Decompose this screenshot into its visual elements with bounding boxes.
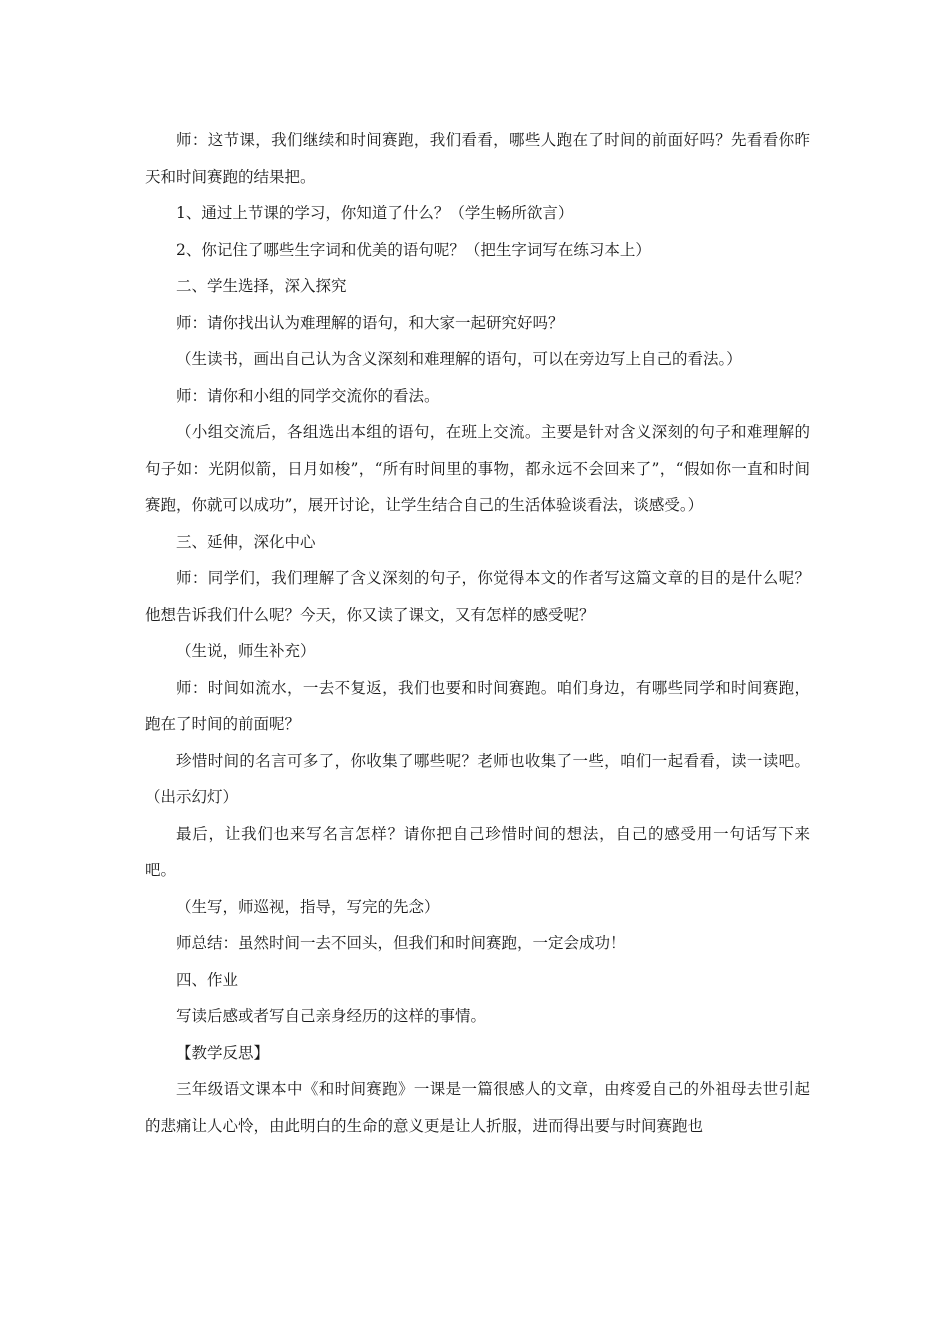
paragraph-question-1: 1、通过上节课的学习，你知道了什么？（学生畅所欲言）: [176, 204, 574, 222]
section-heading-extend: 三、延伸，深化中心: [176, 532, 316, 551]
document-body: [145, 122, 810, 1144]
paragraph-teacher-summary: 师总结：虽然时间一去不回头，但我们和时间赛跑，一定会成功！: [176, 934, 626, 952]
paragraph-student-reading: （生读书，画出自己认为含义深刻和难理解的语句，可以在旁边写上自己的看法。）: [176, 350, 742, 368]
paragraph-write-quotes: 最后，让我们也来写名言怎样？请你把自己珍惜时间的想法，自己的感受用一句话写下来吧。: [145, 824, 810, 879]
paragraph-reflection-text: 三年级语文课本中《和时间赛跑》一课是一篇很感人的文章，由疼爱自己的外祖母去世引起的悲痛让人心怜，由此明白的生命的意义更是让人折服，进而得出要与时间赛跑也: [145, 1080, 810, 1135]
paragraph-group-discussion: （小组交流后，各组选出本组的语句，在班上交流。主要是针对含义深刻的句子和难理解的句子如：光阴似箭，日月如梭”，“所有时间里的事物，都永远不会回来了”，“假如你一直和时间赛跑，你就可以成功”，展开讨论，让学生结合自己的生活体验谈看法，谈感受。）: [145, 423, 810, 514]
section-heading-reflection: 【教学反思】: [176, 1043, 270, 1062]
paragraph-author-purpose: 师：同学们，我们理解了含义深刻的句子，你觉得本文的作者写这篇文章的目的是什么呢？他想告诉我们什么呢？今天，你又读了课文，又有怎样的感受呢？: [145, 569, 810, 624]
paragraph-teacher-intro: 师：这节课，我们继续和时间赛跑，我们看看，哪些人跑在了时间的前面好吗？先看看你昨天和时间赛跑的结果把。: [145, 131, 810, 186]
paragraph-famous-quotes: 珍惜时间的名言可多了，你收集了哪些呢？老师也收集了一些，咱们一起看看，读一读吧。（出示幻灯）: [145, 751, 810, 806]
paragraph-time-like-water: 师：时间如流水，一去不复返，我们也要和时间赛跑。咱们身边，有哪些同学和时间赛跑，跑在了时间的前面呢？: [145, 678, 810, 733]
paragraph-student-write: （生写，师巡视，指导，写完的先念）: [176, 897, 440, 916]
section-heading-explore: 二、学生选择，深入探究: [176, 277, 347, 295]
paragraph-group-exchange: 师：请你和小组的同学交流你的看法。: [176, 386, 440, 405]
paragraph-find-sentences: 师：请你找出认为难理解的语句，和大家一起研究好吗？: [176, 313, 564, 332]
section-heading-homework: 四、作业: [176, 970, 239, 989]
paragraph-student-speak: （生说，师生补充）: [176, 642, 316, 660]
paragraph-question-2: 2、你记住了哪些生字词和优美的语句呢？（把生字词写在练习本上）: [176, 240, 651, 259]
paragraph-homework-task: 写读后感或者写自己亲身经历的这样的事情。: [176, 1007, 487, 1025]
